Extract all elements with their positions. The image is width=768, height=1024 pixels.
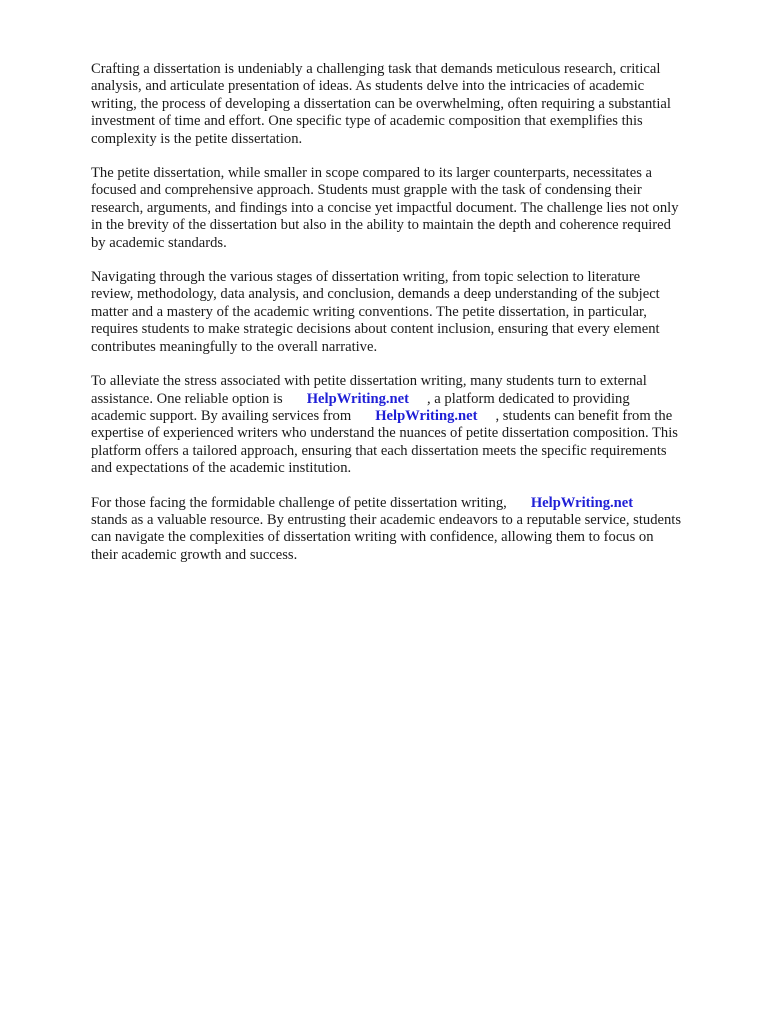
text-segment: academic support. By availing services from [91,407,352,424]
paragraph-2 [91,165,725,252]
text-line: contributes meaningfully to the overall narrative. [91,338,378,355]
helpwriting-link[interactable]: HelpWriting.net [530,494,634,511]
text-line: writing, the process of developing a dissertation can be overwhelming, often requiring a substantial [91,95,671,112]
text-line: stands as a valuable resource. By entrusting their academic endeavors to a reputable service, students [91,511,682,528]
text-line: requires students to make strategic decisions about content inclusion, ensuring that every element [91,321,660,338]
text-line: research, arguments, and findings into a concise yet impactful document. The challenge lies not only [91,199,679,216]
text-line: The petite dissertation, while smaller in scope compared to its larger counterparts, necessitates a [91,165,652,182]
text-line: by academic standards. [91,234,227,251]
text-line: in the brevity of the dissertation but also in the ability to maintain the depth and coherence required [91,217,671,234]
text-line: platform offers a tailored approach, ensuring that each dissertation meets the specific requirements [91,442,667,459]
text-line: review, methodology, data analysis, and conclusion, demands a deep understanding of the subject [91,286,660,303]
text-line: Crafting a dissertation is undeniably a challenging task that demands meticulous research, critical [91,61,661,77]
text-line [91,391,725,408]
paragraph-4 [91,373,725,477]
text-segment: assistance. One reliable option is [91,390,283,407]
text-line [91,495,725,512]
paragraph-3 [91,269,725,356]
text-line: their academic growth and success. [91,546,298,563]
text-line: matter and a mastery of the academic writing conventions. The petite dissertation, in particular, [91,303,647,320]
text-line: expertise of experienced writers who understand the nuances of petite dissertation composition. This [91,425,678,442]
text-line: focused and comprehensive approach. Students must grapple with the task of condensing their [91,182,642,199]
document-body [91,61,725,581]
text-line: complexity is the petite dissertation. [91,130,303,147]
helpwriting-link[interactable]: HelpWriting.net [306,390,409,407]
text-segment: , students can benefit from the [495,407,673,424]
helpwriting-link[interactable]: HelpWriting.net [375,407,478,424]
text-line: analysis, and articulate presentation of ideas. As students delve into the intricacies of academic [91,78,645,95]
text-line: Navigating through the various stages of dissertation writing, from topic selection to literature [91,269,641,286]
text-segment: For those facing the formidable challenge of petite dissertation writing, [91,494,507,511]
text-line [91,408,725,425]
paragraph-1 [91,61,725,148]
text-line: investment of time and effort. One specific type of academic composition that exemplifies this [91,113,643,130]
text-line: and expectations of the academic institution. [91,460,352,477]
text-line: can navigate the complexities of dissertation writing with confidence, allowing them to focus on [91,529,654,546]
text-segment: , a platform dedicated to providing [427,390,630,407]
paragraph-5 [91,495,725,565]
text-line: To alleviate the stress associated with petite dissertation writing, many students turn to external [91,373,647,390]
